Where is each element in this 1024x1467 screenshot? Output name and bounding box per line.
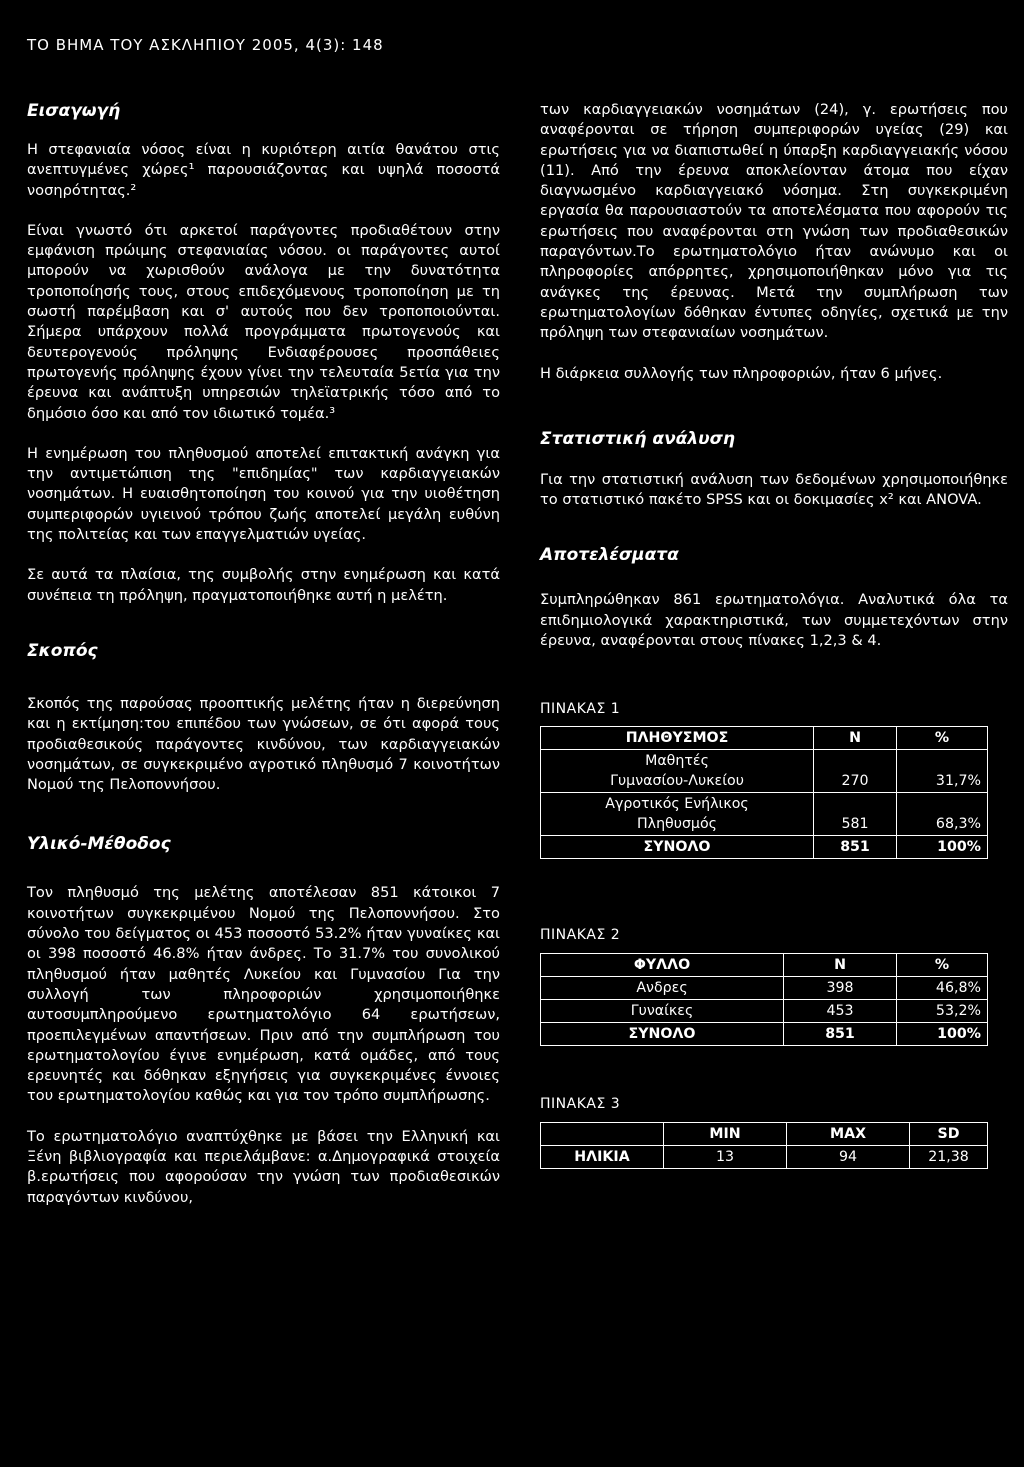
section-title-statistics: Στατιστική ανάλυση bbox=[540, 428, 735, 449]
table-2 bbox=[540, 953, 988, 1046]
table-header: N bbox=[784, 953, 897, 976]
table-header: ΠΛΗΘΥΣΜΟΣ bbox=[541, 726, 814, 749]
table-cell: ΗΛΙΚΙΑ bbox=[541, 1146, 664, 1169]
table-1-title: ΠΙΝΑΚΑΣ 1 bbox=[540, 701, 621, 718]
table-cell: 53,2% bbox=[897, 999, 988, 1022]
table-cell: 46,8% bbox=[897, 976, 988, 999]
table-3-title: ΠΙΝΑΚΑΣ 3 bbox=[540, 1095, 621, 1112]
table-cell: 398 bbox=[784, 976, 897, 999]
table-cell: 21,38 bbox=[910, 1146, 988, 1169]
table-cell: Μαθητές Γυμνασίου-Λυκείου bbox=[541, 749, 814, 792]
left-column bbox=[27, 100, 500, 1208]
table-row bbox=[541, 1146, 988, 1169]
table-header: % bbox=[897, 726, 988, 749]
table-1 bbox=[540, 726, 988, 859]
section-title-aim: Σκοπός bbox=[27, 640, 98, 661]
table-cell: 581 bbox=[814, 792, 897, 835]
table-row bbox=[541, 976, 988, 999]
paragraph: Η στεφανιαία νόσος είναι η κυριότερη αιτία θανάτου στις ανεπτυγμένες χώρες¹ παρουσιάζοντας και υψηλά ποσοστά νοσηρότητας.² bbox=[27, 141, 500, 199]
table-2-title: ΠΙΝΑΚΑΣ 2 bbox=[540, 926, 621, 943]
paragraph: Για την στατιστική ανάλυση των δεδομένων χρησιμοποιήθηκε το στατιστικό πακέτο SPSS και οι δοκιμασίες x² και ANOVA. bbox=[540, 470, 1008, 509]
table-cell: 851 bbox=[784, 1022, 897, 1045]
table-header: N bbox=[814, 726, 897, 749]
table-header: MAX bbox=[787, 1123, 910, 1146]
table-header: ΦΥΛΛΟ bbox=[541, 953, 784, 976]
right-column bbox=[540, 100, 1008, 1169]
table-3 bbox=[540, 1122, 988, 1169]
table-cell: Ανδρες bbox=[541, 976, 784, 999]
table-cell: 31,7% bbox=[897, 749, 988, 792]
table-row bbox=[541, 792, 988, 835]
table-header: % bbox=[897, 953, 988, 976]
table-cell: ΣΥΝΟΛΟ bbox=[541, 835, 814, 858]
paragraph: Είναι γνωστό ότι αρκετοί παράγοντες προδιαθέτουν στην εμφάνιση πρώιμης στεφανιαίας νόσου. οι παράγοντες αυτοί μπορούν να χωρισθούν ανάλογα με την δυνατότητα τροποποίησής τους, στους επιδεχόμενους τροποποίηση με τη σωστή παρέμβαση και σ' αυτούς που δεν τροποποιούνται. Σήμερα υπάρχουν πολλά προγράμματα πρωτογενούς και δευτερογενούς πρόληψης Ενδιαφέρουσες προσπάθειες πρωτογενής πρόληψης έχουν γίνει την τελευταία 5ετία για την έρευνα και ανάπτυξη υπηρεσιών τηλεϊατρικής τόσο από το δημόσιο όσο και από τον ιδιωτικό τομέα.³ bbox=[27, 221, 500, 422]
table-cell: Γυναίκες bbox=[541, 999, 784, 1022]
section-title-results: Αποτελέσματα bbox=[540, 545, 679, 566]
section-title-methods: Υλικό-Μέθοδος bbox=[27, 834, 171, 855]
table-cell: 13 bbox=[664, 1146, 787, 1169]
table-cell: 270 bbox=[814, 749, 897, 792]
table-header bbox=[541, 1123, 664, 1146]
paragraph: Σκοπός της παρούσας προοπτικής μελέτης ήταν η διερεύνηση και η εκτίμηση:του επιπέδου των γνώσεων, σε ότι αφορά τους προδιαθεσικούς παράγοντες κινδύνου, των καρδιαγγειακών νοσημάτων, σε συγκεκριμένο αγροτικό πληθυσμό 7 κοινοτήτων Νομού της Πελοποννήσου. bbox=[27, 694, 500, 794]
table-cell: 100% bbox=[897, 1022, 988, 1045]
paragraph: Το ερωτηματολόγιο αναπτύχθηκε με βάσει την Ελληνική και Ξένη βιβλιογραφία και περιελάμβανε: α.Δημογραφικά στοιχεία β.ερωτήσεις που αφορούσαν την γνώση των προδιαθεσικών παραγόντων κινδύνου, bbox=[27, 1127, 500, 1206]
table-row bbox=[541, 999, 988, 1022]
paragraph: Η διάρκεια συλλογής των πληροφοριών, ήταν 6 μήνες. bbox=[540, 364, 943, 382]
paragraph: των καρδιαγγειακών νοσημάτων (24), γ. ερωτήσεις που αναφέρονται σε τήρηση συμπεριφορών υγείας (29) και ερωτήσεις για να διαπιστωθεί η ύπαρξη καρδιαγγειακής νόσου (11). Από την έρευνα αποκλείονταν άτομα που είχαν διαγνωσμένο καρδιαγγειακό νόσημα. Στη συγκεκριμένη εργασία θα παρουσιαστούν τα αποτελέσματα που αφορούν τις ερωτήσεις που αναφέρονται στη γνώση των προδιαθεσικών παραγόντων.Το ερωτηματολόγιο ήταν ανώνυμο και οι πληροφορίες απόρρητες, χρησιμοποιήθηκαν μόνο για τις ανάγκες της έρευνας. Μετά την συμπλήρωση των ερωτηματολογίων δόθηκαν έντυπες οδηγίες, σχετικά με την πρόληψη των στεφανιαίων νοσημάτων. bbox=[540, 101, 1008, 342]
table-row bbox=[541, 749, 988, 792]
table-cell: 94 bbox=[787, 1146, 910, 1169]
table-cell: Αγροτικός Ενήλικος Πληθυσμός bbox=[541, 792, 814, 835]
table-total-row bbox=[541, 835, 988, 858]
paragraph: Συμπληρώθηκαν 861 ερωτηματολόγια. Αναλυτικά όλα τα επιδημιολογικά χαρακτηριστικά, των συμμετεχόντων στην έρευνα, αναφέρονται στους πίνακες 1,2,3 & 4. bbox=[540, 591, 1008, 650]
table-cell: 100% bbox=[897, 835, 988, 858]
table-total-row bbox=[541, 1022, 988, 1045]
paragraph: Η ενημέρωση του πληθυσμού αποτελεί επιτακτική ανάγκη για την αντιμετώπιση της "επιδημίας" των καρδιαγγειακών νοσημάτων. Η ευαισθητοποίηση του κοινού για την υιοθέτηση συμπεριφορών υγιεινού τρόπου ζωής αποτελεί μεγάλη ευθύνη της πολιτείας και των επαγγελματιών υγείας. bbox=[27, 444, 500, 544]
paragraph: Σε αυτά τα πλαίσια, της συμβολής στην ενημέρωση και κατά συνέπεια τη πρόληψη, πραγματοποιήθηκε αυτή η μελέτη. bbox=[27, 566, 500, 604]
table-cell: 453 bbox=[784, 999, 897, 1022]
paragraph: Τον πληθυσμό της μελέτης αποτέλεσαν 851 κάτοικοι 7 κοινοτήτων συγκεκριμένου Νομού της Πελοποννήσου. Στο σύνολο του δείγματος οι 453 ποσοστό 53.2% ήταν γυναίκες και οι 398 ποσοστό 46.8% ήταν άνδρες. Το 31.7% του συνολικού πληθυσμού ήταν μαθητές Λυκείου και Γυμνασίου Για την συλλογή των πληροφοριών χρησιμοποιήθηκε αυτοσυμπληρούμενο ερωτηματολόγιο 64 ερωτήσεων, προεπιλεγμένων απαντήσεων. Πριν από την συμπλήρωση του ερωτηματολογίου έγινε ενημέρωση, κατά ομάδες, από τους ερευνητές και δόθηκαν εξηγήσεις για συγκεκριμένες έννοιες του ερωτηματολογίου καθώς και για τον τρόπο συμπλήρωσης. bbox=[27, 884, 500, 1105]
table-cell: 851 bbox=[814, 835, 897, 858]
journal-header: ΤΟ ΒΗΜΑ ΤΟΥ ΑΣΚΛΗΠΙΟΥ 2005, 4(3): 148 bbox=[27, 36, 384, 54]
section-title-introduction: Εισαγωγή bbox=[27, 101, 121, 121]
table-cell: 68,3% bbox=[897, 792, 988, 835]
table-header: MIN bbox=[664, 1123, 787, 1146]
table-header: SD bbox=[910, 1123, 988, 1146]
table-cell: ΣΥΝΟΛΟ bbox=[541, 1022, 784, 1045]
